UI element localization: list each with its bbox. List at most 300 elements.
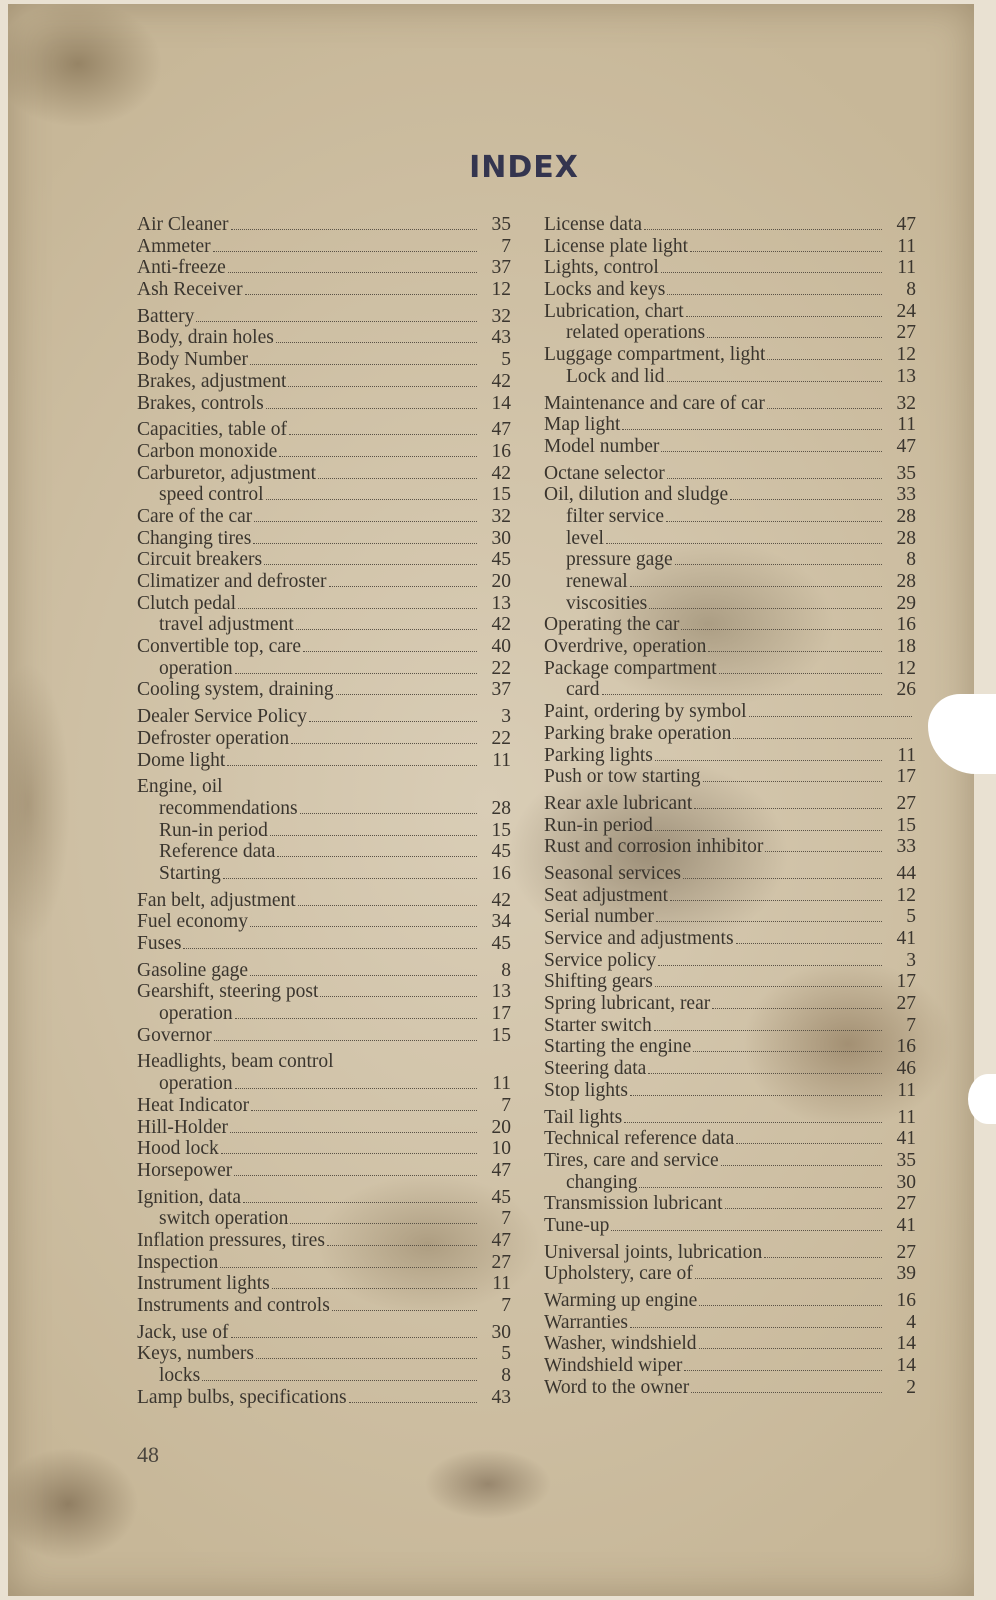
entry-label: Care of the car <box>137 505 253 527</box>
entry-label: Run-in period <box>544 814 653 836</box>
entry-label: Dome light <box>137 749 226 771</box>
dot-leader <box>683 877 882 879</box>
entry-label: Capacities, table of <box>137 419 287 441</box>
dot-leader <box>708 650 882 652</box>
index-entry <box>137 1138 511 1160</box>
entry-page-number: 42 <box>491 462 511 484</box>
index-entry <box>137 506 511 528</box>
entry-label: Inspection <box>137 1251 219 1273</box>
dot-leader <box>272 1287 477 1289</box>
dot-leader <box>658 964 882 966</box>
index-entry <box>544 1193 916 1215</box>
entry-page-number: 35 <box>491 214 511 235</box>
dot-leader <box>223 877 477 879</box>
entry-page-number: 11 <box>897 1106 916 1128</box>
entry-page-number: 27 <box>896 993 916 1015</box>
entry-label: changing <box>566 1171 638 1193</box>
index-entry <box>137 484 511 506</box>
entry-page-number: 4 <box>906 1311 916 1333</box>
entry-page-number: 47 <box>896 214 916 235</box>
dot-leader <box>630 1326 882 1328</box>
dot-leader <box>230 1131 477 1133</box>
dot-leader <box>695 1277 882 1279</box>
entry-label: Serial number <box>544 906 654 928</box>
entry-label: Ammeter <box>137 235 211 257</box>
entry-page-number: 30 <box>491 527 511 549</box>
dot-leader <box>736 1142 882 1144</box>
index-entry <box>544 928 916 950</box>
entry-label: filter service <box>566 505 664 527</box>
dot-leader <box>235 1017 477 1019</box>
entry-page-number: 11 <box>897 257 916 279</box>
page-title: INDEX <box>469 150 579 185</box>
entry-label: Battery <box>137 305 195 327</box>
index-entry <box>544 322 916 344</box>
entry-page-number: 3 <box>906 949 916 971</box>
entry-page-number: 32 <box>491 505 511 527</box>
entry-label: Tune-up <box>544 1214 610 1236</box>
index-entry <box>544 1128 916 1150</box>
dot-leader <box>279 455 477 457</box>
dot-leader <box>667 380 882 382</box>
torn-edge-small <box>968 1074 996 1124</box>
entry-page-number: 17 <box>491 1003 511 1025</box>
entry-label: Changing tires <box>137 527 252 549</box>
dot-leader <box>270 834 477 836</box>
entry-page-number: 12 <box>896 884 916 906</box>
dot-leader <box>733 737 912 739</box>
entry-page-number: 2 <box>906 1376 916 1398</box>
entry-label: Warranties <box>544 1311 628 1333</box>
entry-label: Engine, oil <box>137 776 223 798</box>
entry-page-number: 29 <box>896 592 916 614</box>
entry-label: Service and adjustments <box>544 928 734 949</box>
dot-leader <box>730 498 882 500</box>
entry-label: operation <box>159 657 233 679</box>
index-page <box>8 4 974 1596</box>
dot-leader <box>290 1222 477 1224</box>
entry-page-number: 15 <box>491 1024 511 1046</box>
dot-leader <box>699 1304 882 1306</box>
entry-page-number: 14 <box>896 1355 916 1377</box>
entry-page-number: 5 <box>501 349 511 371</box>
entry-page-number: 16 <box>896 1036 916 1058</box>
index-entry <box>544 484 916 506</box>
index-entry <box>137 776 511 798</box>
entry-page-number: 11 <box>897 235 916 257</box>
index-entry <box>544 1290 916 1312</box>
entry-label: Model number <box>544 435 660 457</box>
entry-label: Anti-freeze <box>137 257 226 279</box>
index-entry <box>137 1073 511 1095</box>
entry-page-number: 8 <box>906 279 916 301</box>
entry-page-number: 15 <box>491 819 511 841</box>
entry-label: Push or tow starting <box>544 766 701 788</box>
index-entry <box>137 863 511 885</box>
index-entry <box>544 863 916 885</box>
entry-page-number: 47 <box>896 435 916 457</box>
entry-page-number: 45 <box>491 841 511 863</box>
index-entry <box>544 836 916 858</box>
entry-label: Stop lights <box>544 1079 628 1101</box>
entry-page-number: 5 <box>906 906 916 928</box>
dot-leader <box>213 250 477 252</box>
entry-label: Seasonal services <box>544 862 681 884</box>
dot-leader <box>300 812 477 814</box>
entry-page-number: 11 <box>492 1073 511 1095</box>
index-entry <box>137 1230 511 1252</box>
dot-leader <box>214 1039 477 1041</box>
entry-page-number: 17 <box>896 971 916 993</box>
index-entry <box>544 766 916 788</box>
entry-label: Paint, ordering by symbol <box>544 701 747 723</box>
dot-leader <box>670 899 882 901</box>
entry-page-number: 11 <box>492 1273 511 1295</box>
entry-label: Run-in period <box>159 819 268 841</box>
entry-label: Keys, numbers <box>137 1343 254 1365</box>
index-entry <box>544 463 916 485</box>
entry-label: recommendations <box>159 797 298 819</box>
index-entry <box>544 1312 916 1334</box>
entry-page-number: 15 <box>896 814 916 836</box>
index-entry <box>544 658 916 680</box>
entry-page-number: 41 <box>896 1214 916 1236</box>
dot-leader <box>264 563 477 565</box>
entry-label: Lamp bulbs, specifications <box>137 1386 347 1408</box>
entry-label: Rust and corrosion inhibitor <box>544 836 764 858</box>
entry-label: Washer, windshield <box>544 1333 697 1355</box>
index-entry <box>137 890 511 912</box>
index-entry <box>544 593 916 615</box>
entry-page-number: 32 <box>896 392 916 414</box>
entry-label: Spring lubricant, rear <box>544 993 711 1015</box>
dot-leader <box>289 433 477 435</box>
entry-label: Heat Indicator <box>137 1094 250 1116</box>
entry-page-number: 12 <box>896 657 916 679</box>
entry-page-number: 35 <box>896 1149 916 1171</box>
entry-page-number: 7 <box>906 1014 916 1036</box>
entry-page-number: 3 <box>501 706 511 728</box>
dot-leader <box>231 228 477 230</box>
entry-label: switch operation <box>159 1208 289 1230</box>
entry-page-number: 11 <box>897 744 916 766</box>
entry-label: Lights, control <box>544 257 659 279</box>
dot-leader <box>655 829 882 831</box>
entry-page-number: 15 <box>491 484 511 506</box>
dot-leader <box>221 1152 477 1154</box>
entry-label: Seat adjustment <box>544 884 669 906</box>
entry-label: Warming up engine <box>544 1290 698 1311</box>
dot-leader <box>765 850 882 852</box>
entry-page-number: 27 <box>896 1241 916 1263</box>
entry-label: Gearshift, steering post <box>137 981 319 1003</box>
index-entry <box>544 344 916 366</box>
index-entry <box>137 214 511 236</box>
entry-page-number: 16 <box>491 862 511 884</box>
entry-label: Service policy <box>544 949 657 971</box>
entry-label: Maintenance and care of car <box>544 392 765 414</box>
index-entry <box>544 1058 916 1080</box>
entry-page-number: 7 <box>501 1094 511 1116</box>
entry-label: Hill-Holder <box>137 1116 228 1138</box>
index-entry <box>137 658 511 680</box>
dot-leader <box>235 672 477 674</box>
dot-leader <box>296 628 477 630</box>
dot-leader <box>707 336 882 338</box>
dot-leader <box>655 985 882 987</box>
index-entry <box>544 1036 916 1058</box>
entry-page-number: 17 <box>896 766 916 788</box>
entry-page-number: 33 <box>896 836 916 858</box>
index-entry <box>544 1107 916 1129</box>
index-column-right <box>544 214 916 1398</box>
dot-leader <box>253 542 477 544</box>
index-entry <box>137 419 511 441</box>
dot-leader <box>228 271 477 273</box>
index-entry <box>137 1160 511 1182</box>
entry-label: locks <box>159 1365 201 1387</box>
index-entry <box>544 1333 916 1355</box>
index-entry <box>544 1015 916 1037</box>
entry-label: Instruments and controls <box>137 1295 330 1316</box>
dot-leader <box>654 1029 882 1031</box>
entry-page-number: 28 <box>491 797 511 819</box>
dot-leader <box>303 650 477 652</box>
entry-label: renewal <box>566 571 628 592</box>
entry-label: Air Cleaner <box>137 214 229 235</box>
entry-page-number: 37 <box>491 257 511 279</box>
dot-leader <box>699 1347 882 1349</box>
entry-label: Carbon monoxide <box>137 440 278 462</box>
index-entry <box>544 793 916 815</box>
index-entry <box>544 906 916 928</box>
entry-label: Circuit breakers <box>137 549 263 571</box>
entry-label: Fan belt, adjustment <box>137 889 296 911</box>
entry-page-number: 14 <box>896 1333 916 1355</box>
entry-page-number: 42 <box>491 614 511 636</box>
entry-page-number: 28 <box>896 571 916 592</box>
index-entry <box>544 1263 916 1285</box>
entry-label: Climatizer and defroster <box>137 571 327 592</box>
entry-label: Overdrive, operation <box>544 636 707 658</box>
dot-leader <box>611 1229 882 1231</box>
dot-leader <box>327 1244 477 1246</box>
dot-leader <box>243 1201 477 1203</box>
dot-leader <box>693 1050 882 1052</box>
index-entry <box>544 414 916 436</box>
dot-leader <box>231 1336 477 1338</box>
index-entry <box>544 971 916 993</box>
index-entry <box>137 1322 511 1344</box>
index-entry <box>137 1273 511 1295</box>
entry-label: Inflation pressures, tires <box>137 1229 325 1251</box>
index-entry <box>137 1003 511 1025</box>
entry-label: travel adjustment <box>159 614 294 636</box>
dot-leader <box>630 585 882 587</box>
dot-leader <box>736 942 882 944</box>
entry-label: Defroster operation <box>137 727 290 749</box>
index-entry <box>544 1355 916 1377</box>
index-entry <box>137 960 511 982</box>
entry-label: Map light <box>544 414 621 436</box>
entry-page-number: 20 <box>491 571 511 592</box>
index-entry <box>137 981 511 1003</box>
dot-leader <box>749 715 912 717</box>
entry-page-number: 42 <box>491 370 511 392</box>
index-entry <box>137 463 511 485</box>
entry-page-number: 45 <box>491 549 511 571</box>
index-entry <box>544 993 916 1015</box>
index-entry <box>137 728 511 750</box>
entry-label: Upholstery, care of <box>544 1263 693 1285</box>
index-entry <box>544 506 916 528</box>
entry-page-number: 18 <box>896 636 916 658</box>
index-entry <box>137 236 511 258</box>
dot-leader <box>675 563 882 565</box>
dot-leader <box>602 693 882 695</box>
entry-label: related operations <box>566 322 706 344</box>
index-entry <box>544 393 916 415</box>
index-entry <box>137 911 511 933</box>
index-entry <box>137 1252 511 1274</box>
entry-page-number: 30 <box>896 1171 916 1193</box>
index-entry <box>544 745 916 767</box>
entry-label: Brakes, controls <box>137 392 264 414</box>
index-entry <box>137 1025 511 1047</box>
index-entry <box>137 1051 511 1073</box>
entry-label: Jack, use of <box>137 1321 229 1343</box>
index-entry <box>137 257 511 279</box>
index-entry <box>544 366 916 388</box>
entry-label: Universal joints, lubrication <box>544 1241 763 1263</box>
entry-page-number: 40 <box>491 636 511 658</box>
dot-leader <box>639 1186 882 1188</box>
dot-leader <box>196 320 477 322</box>
dot-leader <box>202 1379 477 1381</box>
entry-label: Dealer Service Policy <box>137 706 308 728</box>
entry-page-number: 16 <box>896 1290 916 1311</box>
dot-leader <box>256 1357 477 1359</box>
entry-label: Tail lights <box>544 1106 623 1128</box>
dot-leader <box>649 607 882 609</box>
index-entry <box>544 301 916 323</box>
dot-leader <box>606 542 882 544</box>
index-entry <box>544 257 916 279</box>
entry-label: Word to the owner <box>544 1376 690 1398</box>
dot-leader <box>684 1369 882 1371</box>
dot-leader <box>655 759 882 761</box>
entry-page-number: 47 <box>491 1229 511 1251</box>
index-entry <box>137 528 511 550</box>
dot-leader <box>266 407 477 409</box>
dot-leader <box>666 520 882 522</box>
entry-page-number: 13 <box>491 981 511 1003</box>
entry-page-number: 44 <box>896 862 916 884</box>
entry-page-number: 42 <box>491 889 511 911</box>
dot-leader <box>250 363 477 365</box>
entry-label: Body Number <box>137 349 249 371</box>
entry-page-number: 27 <box>896 322 916 344</box>
dot-leader <box>332 1309 477 1311</box>
entry-page-number: 24 <box>896 300 916 322</box>
entry-label: Cooling system, draining <box>137 679 334 701</box>
index-entry <box>137 1117 511 1139</box>
entry-label: Lubrication, chart <box>544 300 684 322</box>
index-entry <box>544 950 916 972</box>
entry-label: Parking lights <box>544 744 653 766</box>
entry-page-number: 27 <box>896 1193 916 1215</box>
entry-page-number: 41 <box>896 928 916 949</box>
index-entry <box>137 706 511 728</box>
dot-leader <box>681 628 882 630</box>
entry-page-number: 10 <box>491 1138 511 1160</box>
entry-label: Convertible top, care <box>137 636 302 658</box>
index-entry <box>544 885 916 907</box>
dot-leader <box>277 855 477 857</box>
entry-page-number: 37 <box>491 679 511 701</box>
dot-leader <box>721 1164 882 1166</box>
dot-leader <box>703 780 882 782</box>
index-entry <box>137 279 511 301</box>
entry-label: Starting <box>159 862 221 884</box>
entry-label: Fuel economy <box>137 911 249 933</box>
entry-label: Horsepower <box>137 1159 233 1181</box>
dot-leader <box>250 974 477 976</box>
entry-page-number: 47 <box>491 419 511 441</box>
index-entry <box>544 571 916 593</box>
index-entry <box>544 723 916 745</box>
dot-leader <box>656 920 882 922</box>
dot-leader <box>266 498 477 500</box>
entry-label: Hood lock <box>137 1138 219 1160</box>
index-entry <box>137 820 511 842</box>
dot-leader <box>254 520 477 522</box>
index-entry <box>137 1295 511 1317</box>
index-entry <box>137 636 511 658</box>
index-entry <box>544 701 916 723</box>
index-entry <box>544 436 916 458</box>
index-entry <box>544 1172 916 1194</box>
entry-label: Windshield wiper <box>544 1355 683 1377</box>
dot-leader <box>336 693 477 695</box>
index-entry <box>137 393 511 415</box>
dot-leader <box>329 585 477 587</box>
entry-page-number: 8 <box>501 1365 511 1387</box>
entry-page-number: 14 <box>491 392 511 414</box>
entry-label: pressure gage <box>566 549 673 571</box>
dot-leader <box>712 1007 882 1009</box>
dot-leader <box>764 1256 882 1258</box>
index-entry <box>544 279 916 301</box>
entry-label: Operating the car <box>544 614 680 636</box>
entry-label: Oil, dilution and sludge <box>544 484 729 506</box>
entry-label: Octane selector <box>544 462 665 484</box>
index-entry <box>544 1215 916 1237</box>
entry-page-number: 7 <box>501 235 511 257</box>
dot-leader <box>288 385 477 387</box>
index-entry <box>137 750 511 772</box>
index-entry <box>137 593 511 615</box>
entry-page-number: 46 <box>896 1058 916 1080</box>
entry-page-number: 34 <box>491 911 511 933</box>
entry-page-number: 27 <box>896 792 916 814</box>
entry-label: Starting the engine <box>544 1036 692 1058</box>
dot-leader <box>661 450 882 452</box>
entry-page-number: 28 <box>896 527 916 549</box>
dot-leader <box>648 1072 882 1074</box>
index-entry <box>544 614 916 636</box>
dot-leader <box>349 1401 477 1403</box>
